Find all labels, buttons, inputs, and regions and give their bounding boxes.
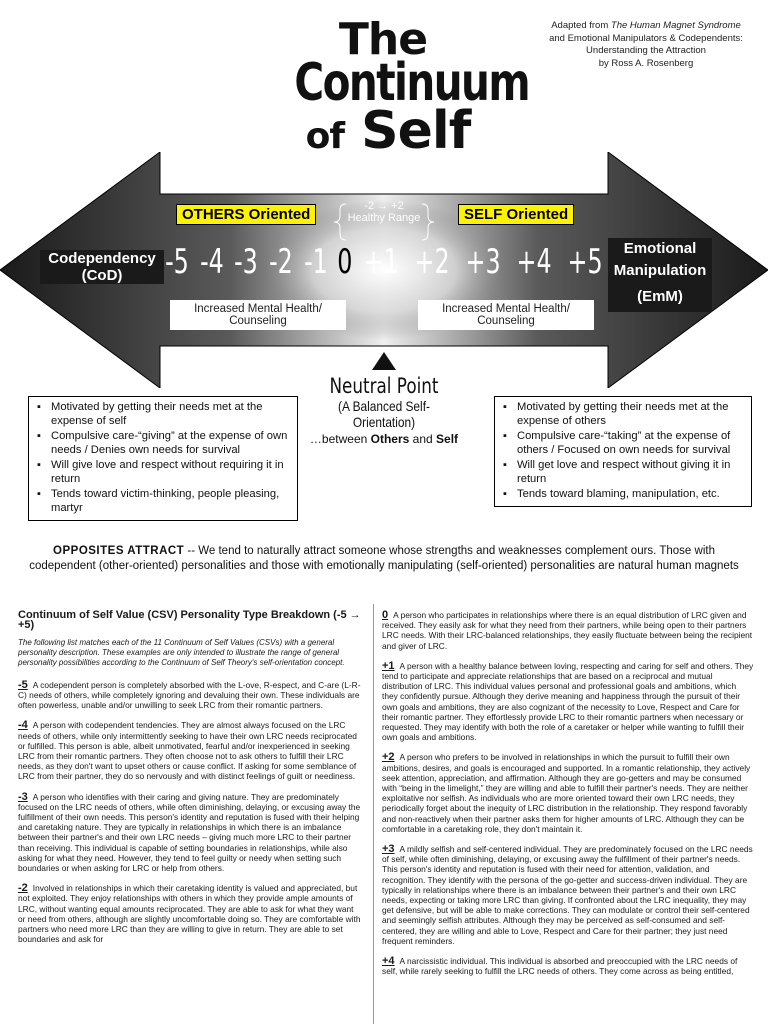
csv-description: A mildly selfish and self-centered individual. They are predominately focused on the LRC needs of self, while often diminishing, delaying, or excusing away the fulfillment of their partner's needs. This person's identity and reputation is fused with their need for attention, validation, and recognition. They identify with the persona of the go-getter and success-driven individual. They are typically in relationships where there is an imbalance between their partner's and their own LRC needs, expecting or taking more LRC than giving. If confronted about the LRC inequality, they may get defensive, but will be able to make corrections. They can modulate or control their self-centered and seemingly selfish attributes. Although they may be perceived as self-consumed and self-centered, they are willing and able to Love, Respect and Care for their partner; they just need frequent reminders. xyxy=(382,844,753,946)
csv-description: A codependent person is completely absorbed with the L-ove, R-espect, and C-are (L-R-C) needs of others, while completely ignoring and devaluing their own. These individuals are often powerless, unable and/or unwilling to seek LRC from their romantic partners. xyxy=(18,679,361,711)
csv-value: +4 xyxy=(382,955,395,968)
opposites-heading: OPPOSITES ATTRACT xyxy=(53,545,185,557)
list-item: ▪ Compulsive care-“taking” at the expense of others / Focused on own needs for survival xyxy=(517,429,745,457)
emm-abbr: (EmM) xyxy=(637,288,683,305)
csv-value: -4 xyxy=(18,719,28,732)
between-others: Others xyxy=(370,432,410,446)
scale-zero: 0 xyxy=(336,242,352,282)
scale-minus-2: -2 xyxy=(269,242,293,282)
csv-item xyxy=(382,610,754,651)
csv-item xyxy=(18,680,362,711)
page-title xyxy=(268,14,530,162)
credit-prefix: Adapted from xyxy=(551,20,609,31)
healthy-range-values: -2 → +2 xyxy=(364,200,404,212)
breakdown-intro: The following list matches each of the 11 Continuum of Self Values (CSVs) with a general personality description. These examples are only intended to illustrate the range of general personality possibilities according to the Continuum of Self Theory's self-orientation concept. xyxy=(18,638,345,667)
others-oriented-label: OTHERS Oriented xyxy=(176,204,316,225)
scale-plus-3: +3 xyxy=(465,242,501,282)
csv-item xyxy=(382,661,754,743)
csv-value: -5 xyxy=(18,678,28,691)
healthy-range xyxy=(336,200,432,224)
between-prefix: …between xyxy=(309,432,368,446)
emm-line-1: Emotional xyxy=(623,240,697,257)
breakdown-left-column xyxy=(18,610,362,954)
self-oriented-label: SELF Oriented xyxy=(458,204,574,225)
codependency-abbr: (CoD) xyxy=(81,267,123,284)
between-and: and xyxy=(412,432,433,446)
csv-value: -3 xyxy=(18,790,28,803)
scale-plus-2: +2 xyxy=(414,242,450,282)
credit-line-1 xyxy=(536,20,756,33)
csv-item xyxy=(18,883,362,944)
csv-description: A person who identifies with their caring and giving nature. They are predominately focused on the LRC needs of others, while often diminishing, delaying, or excusing away the fulfillment of their own needs. This person's identity and reputation is fused with their helping and caretaking nature. They are typically in relationships in which there is an imbalance between their partner's and their own LRC needs – giving much more LRC to their partner than receiving. This individual is capable of setting boundaries in relationships, while also asking for what they need. However, they tend to feel guilty or needy when setting such boundaries or when asking for LRC or help from others. xyxy=(18,791,361,874)
credit-line-2: and Emotional Manipulators & Codependents: xyxy=(549,32,743,44)
scale-minus-1: -1 xyxy=(303,242,328,282)
neutral-point-subtitle: (A Balanced Self-Orientation) xyxy=(338,398,430,430)
csv-description: A person who participates in relationships where there is an equal distribution of LRC given and received. They easily ask for what they need from their partners, while being open to their partners LRC needs. With their LRC-balanced relationships, they easily fluctuate between being the recipient and giver of LRC. xyxy=(382,610,753,651)
csv-scale xyxy=(160,242,610,282)
title-line-1: The xyxy=(338,14,428,65)
scale-plus-1: +1 xyxy=(363,242,399,282)
breakdown-title: Continuum of Self Value (CSV) Personality Type Breakdown (-5 → +5) xyxy=(18,609,361,632)
csv-value: +2 xyxy=(382,751,395,764)
list-item: ▪ Compulsive care-“giving” at the expense of own needs / Denies own needs for survival xyxy=(51,429,291,457)
scale-minus-5: -5 xyxy=(165,242,189,282)
list-item: ▪ Will get love and respect without giving it in return xyxy=(517,458,745,486)
csv-item xyxy=(382,956,754,976)
scale-plus-5: +5 xyxy=(567,242,603,282)
codependency-name: Codependency xyxy=(48,250,156,267)
neutral-point-title: Neutral Point xyxy=(329,374,439,398)
csv-description: Involved in relationships in which their caretaking identity is valued and appreciated, but not exploited. They enjoy relationships with others in which they provide ample amounts of LRC, without wanting equal amounts reciprocated. They are able to ask for what they want or need from others, although are slightly uncomfortable doing so. They are comfortable with partners who need more LRC than they are willing to give in return. They are able to set boundaries and ask for xyxy=(18,883,361,945)
neutral-point xyxy=(300,352,468,446)
csv-description: A person who prefers to be involved in relationships in which the pursuit to fulfill their own ambitions, desires, and goals is encouraged and supported. In a romantic relationship, they actively seek attention, appreciation, and affirmation. Although they are go-getters and may be consumed with “being in the limelight,” they are willing and able to fulfill their partner's needs. They are neither exploitative nor selfish. As individuals who are more oriented toward their own LRC needs, they periodically forget about the inequity of LRC distribution in the relationship. They respond favorably and non-reactively when their partner asks them for higher amounts of LRC. Although they can be comfortable in a caretaking role, they don't maintain it. xyxy=(382,752,751,834)
counseling-label-right: Increased Mental Health/ Counseling xyxy=(418,300,594,330)
manipulator-traits-box xyxy=(494,396,752,507)
csv-item xyxy=(382,752,754,834)
title-of: of xyxy=(305,116,345,158)
csv-item xyxy=(18,720,362,781)
manipulator-traits-list xyxy=(501,400,745,501)
credit-line-3: Understanding the Attraction xyxy=(586,45,706,56)
breakdown-right-column xyxy=(382,610,754,987)
opposites-attract xyxy=(20,544,748,574)
csv-item xyxy=(382,844,754,946)
codependent-traits-list xyxy=(35,400,291,515)
neutral-between xyxy=(300,432,468,446)
title-line-3 xyxy=(268,101,508,162)
neutral-pointer-icon xyxy=(372,352,396,370)
csv-value: +1 xyxy=(382,659,395,672)
csv-item xyxy=(18,792,362,874)
emm-line-2: Manipulation xyxy=(613,262,707,279)
healthy-range-label: Healthy Range xyxy=(347,212,421,224)
csv-description: A person with a healthy balance between loving, respecting and caring for self and others. They tend to participate and appreciate relationships that are based on a reciprocal and mutual distribution of LRC. This individual values personal and professional goals and ambitions, which they confidently pursue. Although they derive meaning and happiness through the pursuit of their own goals and ambitions, they are also cognizant of the necessity to Love, Respect and Care for their romantic partner. They effortlessly provide LRC to their romantic partners when necessary or requested. They may identify with both the role of a caretaker or helper while wanting to fulfill their own goals and ambitions. xyxy=(382,660,754,743)
counseling-label-left: Increased Mental Health/ Counseling xyxy=(170,300,346,330)
column-divider xyxy=(373,604,374,1024)
scale-plus-4: +4 xyxy=(516,242,552,282)
scale-minus-4: -4 xyxy=(199,242,224,282)
list-item: ▪ Will give love and respect without requiring it in return xyxy=(51,458,291,486)
title-self: Self xyxy=(361,101,471,162)
csv-value: 0 xyxy=(382,609,389,621)
csv-value: +3 xyxy=(382,843,395,856)
between-self: Self xyxy=(436,432,459,446)
credit-block xyxy=(536,20,756,70)
list-item: ▪ Motivated by getting their needs met at the expense of self xyxy=(51,400,291,428)
credit-author: by Ross A. Rosenberg xyxy=(598,57,694,69)
list-item: ▪ Motivated by getting their needs met at the expense of others xyxy=(517,400,745,428)
list-item: ▪ Tends toward victim-thinking, people pleasing, martyr xyxy=(51,487,291,515)
list-item: ▪ Tends toward blaming, manipulation, etc. xyxy=(517,487,745,501)
csv-description: A person with codependent tendencies. They are almost always focused on the LRC needs of others, while only intermittently seeking to have their own LRC needs reciprocated or fulfilled. This person is able, albeit unmotivated, fearful and/or inexperienced in seeking LRC from their romantic partners. They often choose not to ask others to fulfill their LRC needs, as they don't want to upset others or cause conflict. If asking for some semblance of LRC from their partner, they do so nervously and with distinct feelings of guilt or neediness. xyxy=(18,720,357,782)
emotional-manipulation-label xyxy=(608,238,712,312)
codependent-traits-box xyxy=(28,396,298,521)
book-title: The Human Magnet Syndrome xyxy=(610,20,741,31)
codependency-label xyxy=(40,250,164,284)
opposites-text: -- We tend to naturally attract someone whose strengths and weaknesses complement ours. Those with codependent (other-oriented) personalities and those with emotionally manipulating (self-oriented) personalities are natural human magnets xyxy=(29,545,739,572)
csv-value: -2 xyxy=(18,882,28,895)
csv-description: A narcissistic individual. This individual is absorbed and preoccupied with the LRC needs of self, while rarely seeking to fulfill the LRC needs of others. They come across as being entitled, xyxy=(382,956,738,977)
scale-minus-3: -3 xyxy=(234,242,259,282)
title-line-2: Continuum xyxy=(294,53,530,114)
